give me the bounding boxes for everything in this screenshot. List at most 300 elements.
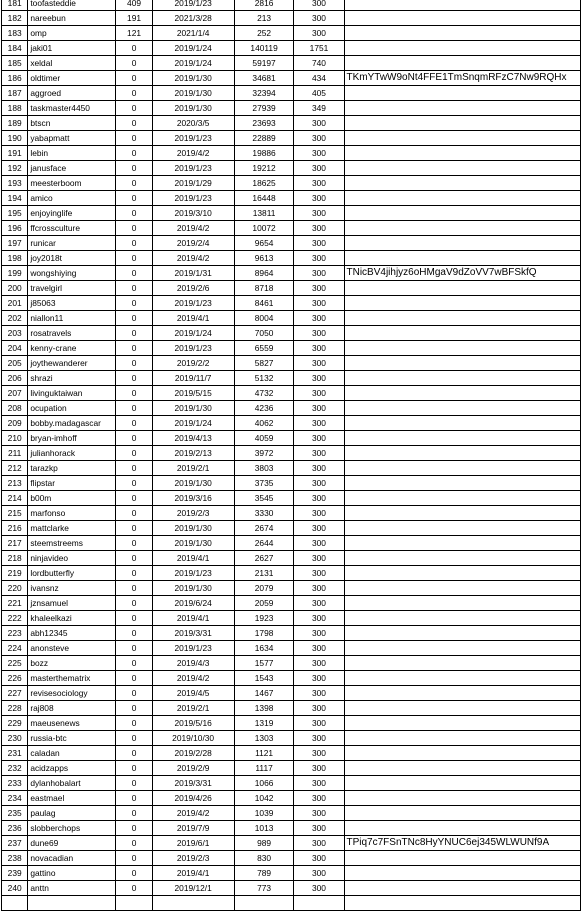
row-number: 238 <box>2 851 28 866</box>
table-row <box>2 401 581 416</box>
address-cell <box>344 101 581 116</box>
date-cell: 2019/4/2 <box>152 251 234 266</box>
count-cell: 0 <box>116 791 152 806</box>
row-number: 225 <box>2 656 28 671</box>
count-cell: 0 <box>116 41 152 56</box>
username-cell: anttn <box>28 881 116 896</box>
address-cell <box>344 221 581 236</box>
username-cell: enjoyinglife <box>28 206 116 221</box>
value-cell: 1042 <box>234 791 294 806</box>
table-row <box>2 416 581 431</box>
row-number: 231 <box>2 746 28 761</box>
date-cell: 2019/3/31 <box>152 626 234 641</box>
amount-cell: 300 <box>294 416 344 431</box>
address-cell <box>344 686 581 701</box>
count-cell: 0 <box>116 131 152 146</box>
count-cell: 0 <box>116 311 152 326</box>
amount-cell: 300 <box>294 161 344 176</box>
address-cell <box>344 791 581 806</box>
amount-cell: 300 <box>294 866 344 881</box>
value-cell: 2079 <box>234 581 294 596</box>
date-cell: 2021/1/4 <box>152 26 234 41</box>
row-number: 183 <box>2 26 28 41</box>
count-cell: 0 <box>116 266 152 281</box>
count-cell: 0 <box>116 401 152 416</box>
table-row <box>2 626 581 641</box>
value-cell: 789 <box>234 866 294 881</box>
address-cell <box>344 731 581 746</box>
date-cell: 2019/4/1 <box>152 311 234 326</box>
amount-cell: 740 <box>294 56 344 71</box>
username-cell: steemstreems <box>28 536 116 551</box>
address-cell <box>344 611 581 626</box>
username-cell: tarazkp <box>28 461 116 476</box>
amount-cell: 300 <box>294 11 344 26</box>
row-number: 197 <box>2 236 28 251</box>
table-row <box>2 101 581 116</box>
count-cell: 0 <box>116 341 152 356</box>
table-row <box>2 281 581 296</box>
count-cell: 0 <box>116 236 152 251</box>
address-cell <box>344 866 581 881</box>
amount-cell <box>294 896 344 911</box>
count-cell: 0 <box>116 881 152 896</box>
address-cell <box>344 281 581 296</box>
row-number: 214 <box>2 491 28 506</box>
value-cell: 1543 <box>234 671 294 686</box>
value-cell: 4062 <box>234 416 294 431</box>
row-number: 213 <box>2 476 28 491</box>
value-cell: 34681 <box>234 71 294 86</box>
table-row <box>2 596 581 611</box>
count-cell: 0 <box>116 386 152 401</box>
table-row <box>2 11 581 26</box>
username-cell <box>28 896 116 911</box>
count-cell: 0 <box>116 326 152 341</box>
amount-cell: 300 <box>294 296 344 311</box>
row-number: 188 <box>2 101 28 116</box>
row-number: 190 <box>2 131 28 146</box>
count-cell: 0 <box>116 566 152 581</box>
value-cell: 18625 <box>234 176 294 191</box>
amount-cell: 300 <box>294 176 344 191</box>
amount-cell: 405 <box>294 86 344 101</box>
value-cell: 1066 <box>234 776 294 791</box>
username-cell: nareebun <box>28 11 116 26</box>
row-number: 199 <box>2 266 28 281</box>
table-row <box>2 161 581 176</box>
username-cell: kenny-crane <box>28 341 116 356</box>
amount-cell: 300 <box>294 536 344 551</box>
row-number: 222 <box>2 611 28 626</box>
value-cell: 140119 <box>234 41 294 56</box>
address-cell <box>344 701 581 716</box>
value-cell: 4732 <box>234 386 294 401</box>
address-cell <box>344 326 581 341</box>
table-row <box>2 656 581 671</box>
amount-cell: 300 <box>294 26 344 41</box>
value-cell: 989 <box>234 836 294 851</box>
table-row <box>2 371 581 386</box>
row-number: 206 <box>2 371 28 386</box>
count-cell: 0 <box>116 71 152 86</box>
table-row <box>2 146 581 161</box>
date-cell: 2019/2/28 <box>152 746 234 761</box>
amount-cell: 300 <box>294 686 344 701</box>
amount-cell: 300 <box>294 881 344 896</box>
table-row <box>2 71 581 86</box>
amount-cell: 300 <box>294 0 344 11</box>
row-number: 185 <box>2 56 28 71</box>
row-number: 237 <box>2 836 28 851</box>
value-cell: 13811 <box>234 206 294 221</box>
date-cell: 2019/1/31 <box>152 266 234 281</box>
row-number: 232 <box>2 761 28 776</box>
value-cell: 9613 <box>234 251 294 266</box>
address-cell <box>344 641 581 656</box>
row-number: 216 <box>2 521 28 536</box>
row-number: 230 <box>2 731 28 746</box>
table-row <box>2 311 581 326</box>
amount-cell: 300 <box>294 806 344 821</box>
username-cell: mattclarke <box>28 521 116 536</box>
table-row <box>2 761 581 776</box>
value-cell: 2816 <box>234 0 294 11</box>
amount-cell: 300 <box>294 206 344 221</box>
date-cell: 2019/2/3 <box>152 506 234 521</box>
date-cell: 2019/11/7 <box>152 371 234 386</box>
address-cell <box>344 401 581 416</box>
username-cell: lebin <box>28 146 116 161</box>
amount-cell: 300 <box>294 641 344 656</box>
count-cell: 0 <box>116 611 152 626</box>
table-row <box>2 851 581 866</box>
count-cell <box>116 896 152 911</box>
amount-cell: 300 <box>294 266 344 281</box>
date-cell: 2019/7/9 <box>152 821 234 836</box>
table-row <box>2 881 581 896</box>
username-cell: oldtimer <box>28 71 116 86</box>
username-cell: ninjavideo <box>28 551 116 566</box>
username-cell: niallon11 <box>28 311 116 326</box>
address-cell: TNicBV4jihjyz6oHMgaV9dZoVV7wBFSkfQ <box>344 266 581 281</box>
table-row <box>2 341 581 356</box>
username-cell: anonsteve <box>28 641 116 656</box>
count-cell: 0 <box>116 671 152 686</box>
date-cell: 2019/1/30 <box>152 521 234 536</box>
row-number: 193 <box>2 176 28 191</box>
address-cell <box>344 176 581 191</box>
address-cell <box>344 506 581 521</box>
amount-cell: 300 <box>294 671 344 686</box>
count-cell: 0 <box>116 191 152 206</box>
address-cell <box>344 251 581 266</box>
count-cell: 0 <box>116 461 152 476</box>
table-row <box>2 56 581 71</box>
table-row <box>2 296 581 311</box>
count-cell: 0 <box>116 146 152 161</box>
row-number: 192 <box>2 161 28 176</box>
count-cell: 0 <box>116 101 152 116</box>
row-number: 202 <box>2 311 28 326</box>
date-cell: 2019/1/23 <box>152 161 234 176</box>
row-number: 226 <box>2 671 28 686</box>
count-cell: 0 <box>116 731 152 746</box>
address-cell <box>344 356 581 371</box>
username-cell: raj808 <box>28 701 116 716</box>
count-cell: 0 <box>116 431 152 446</box>
date-cell: 2019/2/13 <box>152 446 234 461</box>
amount-cell: 300 <box>294 326 344 341</box>
row-number: 203 <box>2 326 28 341</box>
table-row <box>2 356 581 371</box>
address-cell <box>344 131 581 146</box>
row-number: 198 <box>2 251 28 266</box>
value-cell: 1039 <box>234 806 294 821</box>
value-cell: 1634 <box>234 641 294 656</box>
value-cell: 4059 <box>234 431 294 446</box>
address-cell <box>344 341 581 356</box>
value-cell: 1303 <box>234 731 294 746</box>
value-cell: 23693 <box>234 116 294 131</box>
amount-cell: 300 <box>294 521 344 536</box>
date-cell: 2019/5/16 <box>152 716 234 731</box>
amount-cell: 300 <box>294 461 344 476</box>
date-cell: 2019/5/15 <box>152 386 234 401</box>
username-cell: slobberchops <box>28 821 116 836</box>
table-row <box>2 461 581 476</box>
table-row <box>2 506 581 521</box>
row-number: 234 <box>2 791 28 806</box>
address-cell <box>344 116 581 131</box>
address-cell <box>344 761 581 776</box>
address-cell <box>344 806 581 821</box>
row-number: 223 <box>2 626 28 641</box>
date-cell: 2019/2/4 <box>152 236 234 251</box>
address-cell <box>344 656 581 671</box>
value-cell: 8718 <box>234 281 294 296</box>
table-row <box>2 86 581 101</box>
username-cell: joy2018t <box>28 251 116 266</box>
count-cell: 0 <box>116 221 152 236</box>
table-row <box>2 746 581 761</box>
value-cell: 1798 <box>234 626 294 641</box>
address-cell: TPiq7c7FSnTNc8HyYNUC6ej345WLWUNf9A <box>344 836 581 851</box>
row-number: 211 <box>2 446 28 461</box>
table-row <box>2 26 581 41</box>
row-number: 239 <box>2 866 28 881</box>
address-cell <box>344 461 581 476</box>
row-number: 187 <box>2 86 28 101</box>
row-number: 212 <box>2 461 28 476</box>
date-cell: 2019/3/31 <box>152 776 234 791</box>
date-cell: 2021/3/28 <box>152 11 234 26</box>
date-cell: 2019/1/24 <box>152 326 234 341</box>
amount-cell: 300 <box>294 506 344 521</box>
username-cell: lordbutterfly <box>28 566 116 581</box>
address-cell <box>344 296 581 311</box>
value-cell: 3972 <box>234 446 294 461</box>
count-cell: 191 <box>116 11 152 26</box>
date-cell: 2019/2/2 <box>152 356 234 371</box>
table-row <box>2 806 581 821</box>
data-table <box>1 0 581 911</box>
table-row <box>2 551 581 566</box>
date-cell: 2019/4/3 <box>152 656 234 671</box>
count-cell: 0 <box>116 536 152 551</box>
table-row <box>2 116 581 131</box>
table-row <box>2 566 581 581</box>
username-cell: livinguktaiwan <box>28 386 116 401</box>
address-cell <box>344 41 581 56</box>
username-cell: janusface <box>28 161 116 176</box>
value-cell: 19886 <box>234 146 294 161</box>
table-row <box>2 491 581 506</box>
date-cell: 2019/1/30 <box>152 581 234 596</box>
value-cell: 19212 <box>234 161 294 176</box>
date-cell: 2019/4/2 <box>152 146 234 161</box>
username-cell: jznsamuel <box>28 596 116 611</box>
count-cell: 0 <box>116 551 152 566</box>
date-cell: 2019/1/23 <box>152 0 234 11</box>
date-cell: 2019/1/24 <box>152 56 234 71</box>
amount-cell: 300 <box>294 761 344 776</box>
date-cell: 2019/1/24 <box>152 416 234 431</box>
value-cell: 1577 <box>234 656 294 671</box>
date-cell: 2019/4/1 <box>152 866 234 881</box>
value-cell: 1117 <box>234 761 294 776</box>
amount-cell: 300 <box>294 371 344 386</box>
row-number: 224 <box>2 641 28 656</box>
address-cell <box>344 566 581 581</box>
date-cell: 2019/1/23 <box>152 641 234 656</box>
value-cell: 1121 <box>234 746 294 761</box>
count-cell: 0 <box>116 521 152 536</box>
value-cell <box>234 896 294 911</box>
row-number: 204 <box>2 341 28 356</box>
value-cell: 5827 <box>234 356 294 371</box>
value-cell: 2674 <box>234 521 294 536</box>
row-number: 184 <box>2 41 28 56</box>
row-number: 189 <box>2 116 28 131</box>
count-cell: 0 <box>116 491 152 506</box>
amount-cell: 300 <box>294 131 344 146</box>
value-cell: 1923 <box>234 611 294 626</box>
username-cell: flipstar <box>28 476 116 491</box>
username-cell: btscn <box>28 116 116 131</box>
value-cell: 830 <box>234 851 294 866</box>
username-cell: b00m <box>28 491 116 506</box>
row-number: 196 <box>2 221 28 236</box>
date-cell: 2019/1/30 <box>152 71 234 86</box>
address-cell <box>344 146 581 161</box>
table-row <box>2 821 581 836</box>
amount-cell: 300 <box>294 116 344 131</box>
table-row <box>2 236 581 251</box>
date-cell: 2019/1/23 <box>152 191 234 206</box>
date-cell: 2019/10/30 <box>152 731 234 746</box>
count-cell: 0 <box>116 776 152 791</box>
address-cell <box>344 11 581 26</box>
value-cell: 5132 <box>234 371 294 386</box>
address-cell <box>344 311 581 326</box>
username-cell: revisesociology <box>28 686 116 701</box>
amount-cell: 300 <box>294 731 344 746</box>
row-number: 186 <box>2 71 28 86</box>
address-cell <box>344 776 581 791</box>
address-cell <box>344 236 581 251</box>
amount-cell: 300 <box>294 611 344 626</box>
row-number: 227 <box>2 686 28 701</box>
username-cell: dune69 <box>28 836 116 851</box>
count-cell: 0 <box>116 581 152 596</box>
username-cell: toofasteddie <box>28 0 116 11</box>
value-cell: 27939 <box>234 101 294 116</box>
count-cell: 0 <box>116 626 152 641</box>
count-cell: 0 <box>116 176 152 191</box>
amount-cell: 300 <box>294 311 344 326</box>
address-cell <box>344 26 581 41</box>
amount-cell: 300 <box>294 716 344 731</box>
username-cell: meesterboom <box>28 176 116 191</box>
count-cell: 0 <box>116 746 152 761</box>
username-cell: bobby.madagascar <box>28 416 116 431</box>
address-cell <box>344 476 581 491</box>
value-cell: 2644 <box>234 536 294 551</box>
count-cell: 0 <box>116 116 152 131</box>
username-cell: marfonso <box>28 506 116 521</box>
address-cell <box>344 191 581 206</box>
username-cell: travelgirl <box>28 281 116 296</box>
username-cell: khaleelkazi <box>28 611 116 626</box>
value-cell: 4236 <box>234 401 294 416</box>
row-number: 235 <box>2 806 28 821</box>
date-cell: 2019/4/5 <box>152 686 234 701</box>
value-cell: 2059 <box>234 596 294 611</box>
username-cell: eastmael <box>28 791 116 806</box>
table-body <box>2 0 581 911</box>
address-cell <box>344 671 581 686</box>
amount-cell: 300 <box>294 341 344 356</box>
value-cell: 8964 <box>234 266 294 281</box>
address-cell <box>344 536 581 551</box>
value-cell: 32394 <box>234 86 294 101</box>
value-cell: 3735 <box>234 476 294 491</box>
amount-cell: 300 <box>294 581 344 596</box>
amount-cell: 300 <box>294 596 344 611</box>
table-row <box>2 896 581 911</box>
amount-cell: 349 <box>294 101 344 116</box>
amount-cell: 300 <box>294 386 344 401</box>
username-cell: maeusenews <box>28 716 116 731</box>
date-cell: 2019/1/24 <box>152 41 234 56</box>
count-cell: 0 <box>116 281 152 296</box>
count-cell: 0 <box>116 806 152 821</box>
count-cell: 0 <box>116 851 152 866</box>
table-row <box>2 0 581 11</box>
row-number: 181 <box>2 0 28 11</box>
count-cell: 0 <box>116 371 152 386</box>
amount-cell: 1751 <box>294 41 344 56</box>
address-cell <box>344 56 581 71</box>
table-row <box>2 431 581 446</box>
row-number: 221 <box>2 596 28 611</box>
table-row <box>2 536 581 551</box>
username-cell: ivansnz <box>28 581 116 596</box>
row-number: 236 <box>2 821 28 836</box>
date-cell: 2019/4/2 <box>152 671 234 686</box>
count-cell: 0 <box>116 686 152 701</box>
